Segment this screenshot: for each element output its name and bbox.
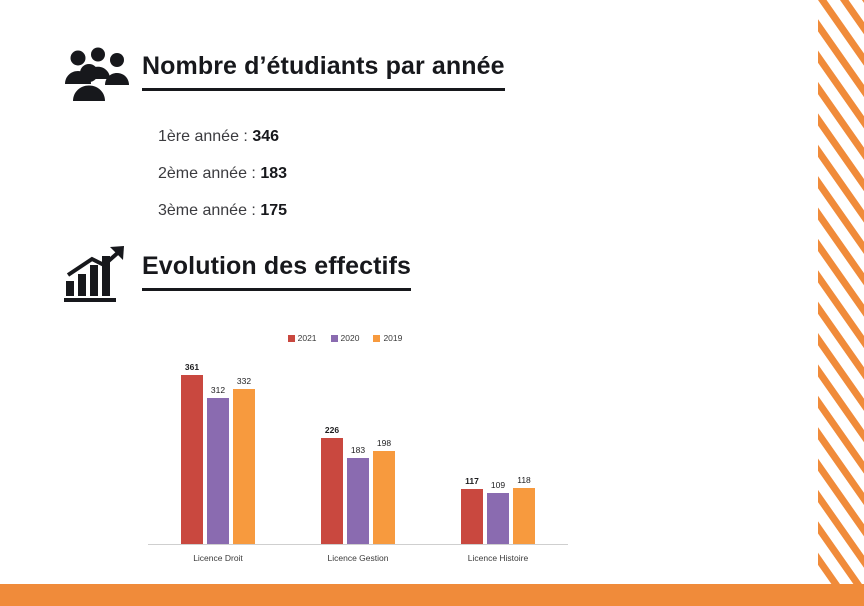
stripe-pattern-icon [818,0,864,584]
bar-holder-2020-droit [207,349,229,544]
x-label-licence-gestion: Licence Gestion [327,553,389,563]
list-item [158,165,505,183]
students-section [62,44,505,239]
bar-holder-2021-histoire [461,349,483,544]
bar-2020-gestion [347,458,369,544]
bar-holder-2021-gestion [321,349,343,544]
legend-swatch-2019 [373,335,380,342]
year-2-label: 2ème année : [158,165,256,182]
bar-group-licence-gestion [288,349,428,544]
chart-plot-area [148,349,568,545]
bar-label: 226 [324,425,340,435]
year-1-value: 346 [252,128,280,145]
year-1-label: 1ère année : [158,128,248,145]
x-axis-line [148,544,568,545]
growth-chart-glyph [62,245,132,305]
bar-holder-2021-droit [181,349,203,544]
bar-label: 198 [376,438,392,448]
bar-label: 332 [236,376,252,386]
people-group-glyph [62,46,132,104]
students-title-wrap [142,44,505,91]
year-3-label: 3ème année : [158,202,256,219]
legend-item-2019 [373,333,402,343]
bar-2019-histoire [513,488,535,544]
bars-licence-droit [148,349,288,544]
students-year-list [158,128,505,220]
bars-licence-gestion [288,349,428,544]
growth-bar-chart-arrow-icon [62,244,134,306]
legend-item-2021 [288,333,317,343]
legend-label-2019: 2019 [383,333,403,343]
year-2-value: 183 [260,165,288,182]
bar-holder-2019-histoire [513,349,535,544]
bar-holder-2019-droit [233,349,255,544]
bar-holder-2020-histoire [487,349,509,544]
evolution-section [62,244,411,306]
bar-label: 118 [517,475,531,485]
bar-holder-2020-gestion [347,349,369,544]
bar-label: 361 [184,362,200,372]
legend-swatch-2021 [288,335,295,342]
x-label-licence-droit: Licence Droit [193,553,243,563]
students-title-underline [142,88,505,91]
bars-licence-histoire [428,349,568,544]
list-item [158,128,505,146]
x-axis-category-labels [148,553,568,563]
bar-2019-droit [233,389,255,544]
evolution-title-underline [142,288,411,291]
legend-item-2020 [331,333,360,343]
bar-2021-histoire [461,489,483,544]
evolution-title-wrap [142,244,411,291]
chart-legend [130,333,560,343]
legend-label-2020: 2020 [340,333,360,343]
list-item [158,202,505,220]
bar-group-licence-droit [148,349,288,544]
effectifs-bar-chart [130,333,560,588]
bar-group-licence-histoire [428,349,568,544]
students-section-title: Nombre d’étudiants par année [142,52,505,80]
x-label-licence-histoire: Licence Histoire [467,553,529,563]
bar-label: 109 [490,480,506,490]
bar-label: 312 [210,385,226,395]
bar-2020-droit [207,398,229,544]
bar-2021-gestion [321,438,343,544]
evolution-section-header [62,244,411,306]
bar-2020-histoire [487,493,509,544]
legend-swatch-2020 [331,335,338,342]
students-section-header [62,44,505,106]
decorative-stripe-band [818,0,864,584]
bar-label: 183 [350,445,366,455]
year-3-value: 175 [260,202,288,219]
bar-2021-droit [181,375,203,544]
bar-groups [148,349,568,544]
people-group-icon [62,44,134,106]
bar-holder-2019-gestion [373,349,395,544]
evolution-section-title: Evolution des effectifs [142,252,412,280]
legend-label-2021: 2021 [297,333,317,343]
bar-2019-gestion [373,451,395,544]
bar-label: 117 [465,476,479,486]
